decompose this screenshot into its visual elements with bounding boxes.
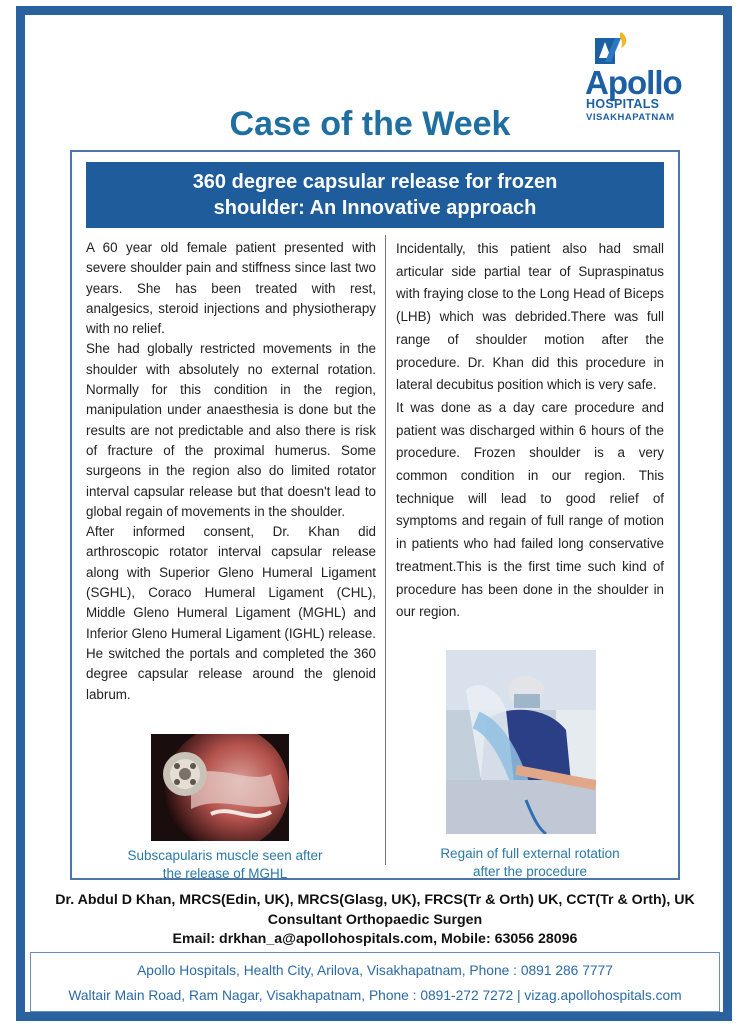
doctor-role: Consultant Orthopaedic Surgen: [267, 911, 483, 928]
caption-left-line-2: the release of MGHL: [162, 866, 288, 881]
doctor-contact: Email: drkhan_a@apollohospitals.com, Mobile: 63056 28096: [172, 931, 578, 947]
caption-right: [420, 845, 640, 881]
headline-line-1: 360 degree capsular release for frozen: [192, 171, 558, 193]
right-paragraph-1: Incidentally, this patient also had small articular side partial tear of Supraspinatus with fraying close to the Long Head of Biceps (LHB) which was debrided.There was full range of shoulder motion after the procedure. Dr. Khan did this procedure in lateral decubitus position which is very safe.: [396, 241, 664, 393]
left-paragraph-2: She had globally restricted movements in the shoulder with absolutely no external rotation. Normally for this condition in the region, manipulation under anaesthesia is done but the results are not predictable and also there is risk of fracture of the proximal humerus. Some surgeons in the region also do limited rotator interval capsular release but that doesn't lead to global regain of movements in the shoulder.: [86, 341, 376, 519]
headline-line-2: shoulder: An Innovative approach: [213, 197, 537, 219]
column-divider: [385, 235, 386, 865]
doctor-signature-block: [26, 891, 724, 950]
apollo-logo: [585, 28, 700, 123]
caption-right-line-1: Regain of full external rotation: [440, 846, 620, 861]
headline-banner: [86, 162, 664, 228]
caption-left: [110, 847, 340, 883]
logo-subtitle: HOSPITALS: [586, 97, 660, 111]
arthroscopy-photo: [151, 734, 289, 841]
left-paragraph-3: After informed consent, Dr. Khan did arthroscopic rotator interval capsular release along with Superior Gleno Humeral Ligament (SGHL), Coraco Humeral Ligament (CHL), Middle Gleno Humeral Ligament (MGHL) and Inferior Gleno Humeral Ligament (IGHL) release. He switched the portals and completed the 360 degree capsular release around the glenoid labrum.: [86, 524, 376, 702]
footer-address-2: Waltair Main Road, Ram Nagar, Visakhapatnam, Phone : 0891-272 7272 | vizag.apollohospitals.com: [68, 988, 682, 1003]
doctor-credentials: Dr. Abdul D Khan, MRCS(Edin, UK), MRCS(Glasg, UK), FRCS(Tr & Orth) UK, CCT(Tr & Orth), UK: [55, 892, 695, 908]
right-column: [396, 238, 664, 624]
page-title: Case of the Week: [229, 105, 511, 143]
logo-name: Apollo: [585, 64, 682, 101]
left-paragraph-1: A 60 year old female patient presented with severe shoulder pain and stiffness since last two years. She has been treated with rest, analgesics, steroid injections and physiotherapy with no relief.: [86, 240, 376, 337]
left-column: [86, 238, 376, 705]
right-paragraph-2: It was done as a day care procedure and patient was discharged within 6 hours of the procedure. Frozen shoulder is a very common condition in our region. This technique will lead to good relief of symptoms and regain of full range of motion in patients who had failed long conservative treatment.This is the first time such kind of procedure has been done in the shoulder in our region.: [396, 399, 664, 620]
post-procedure-photo: [446, 650, 596, 834]
footer-address-1: Apollo Hospitals, Health City, Arilova, Visakhapatnam, Phone : 0891 286 7777: [137, 963, 613, 978]
caption-right-line-2: after the procedure: [472, 864, 588, 879]
caption-left-line-1: Subscapularis muscle seen after: [127, 848, 323, 863]
logo-city: VISAKHAPATNAM: [586, 112, 675, 123]
